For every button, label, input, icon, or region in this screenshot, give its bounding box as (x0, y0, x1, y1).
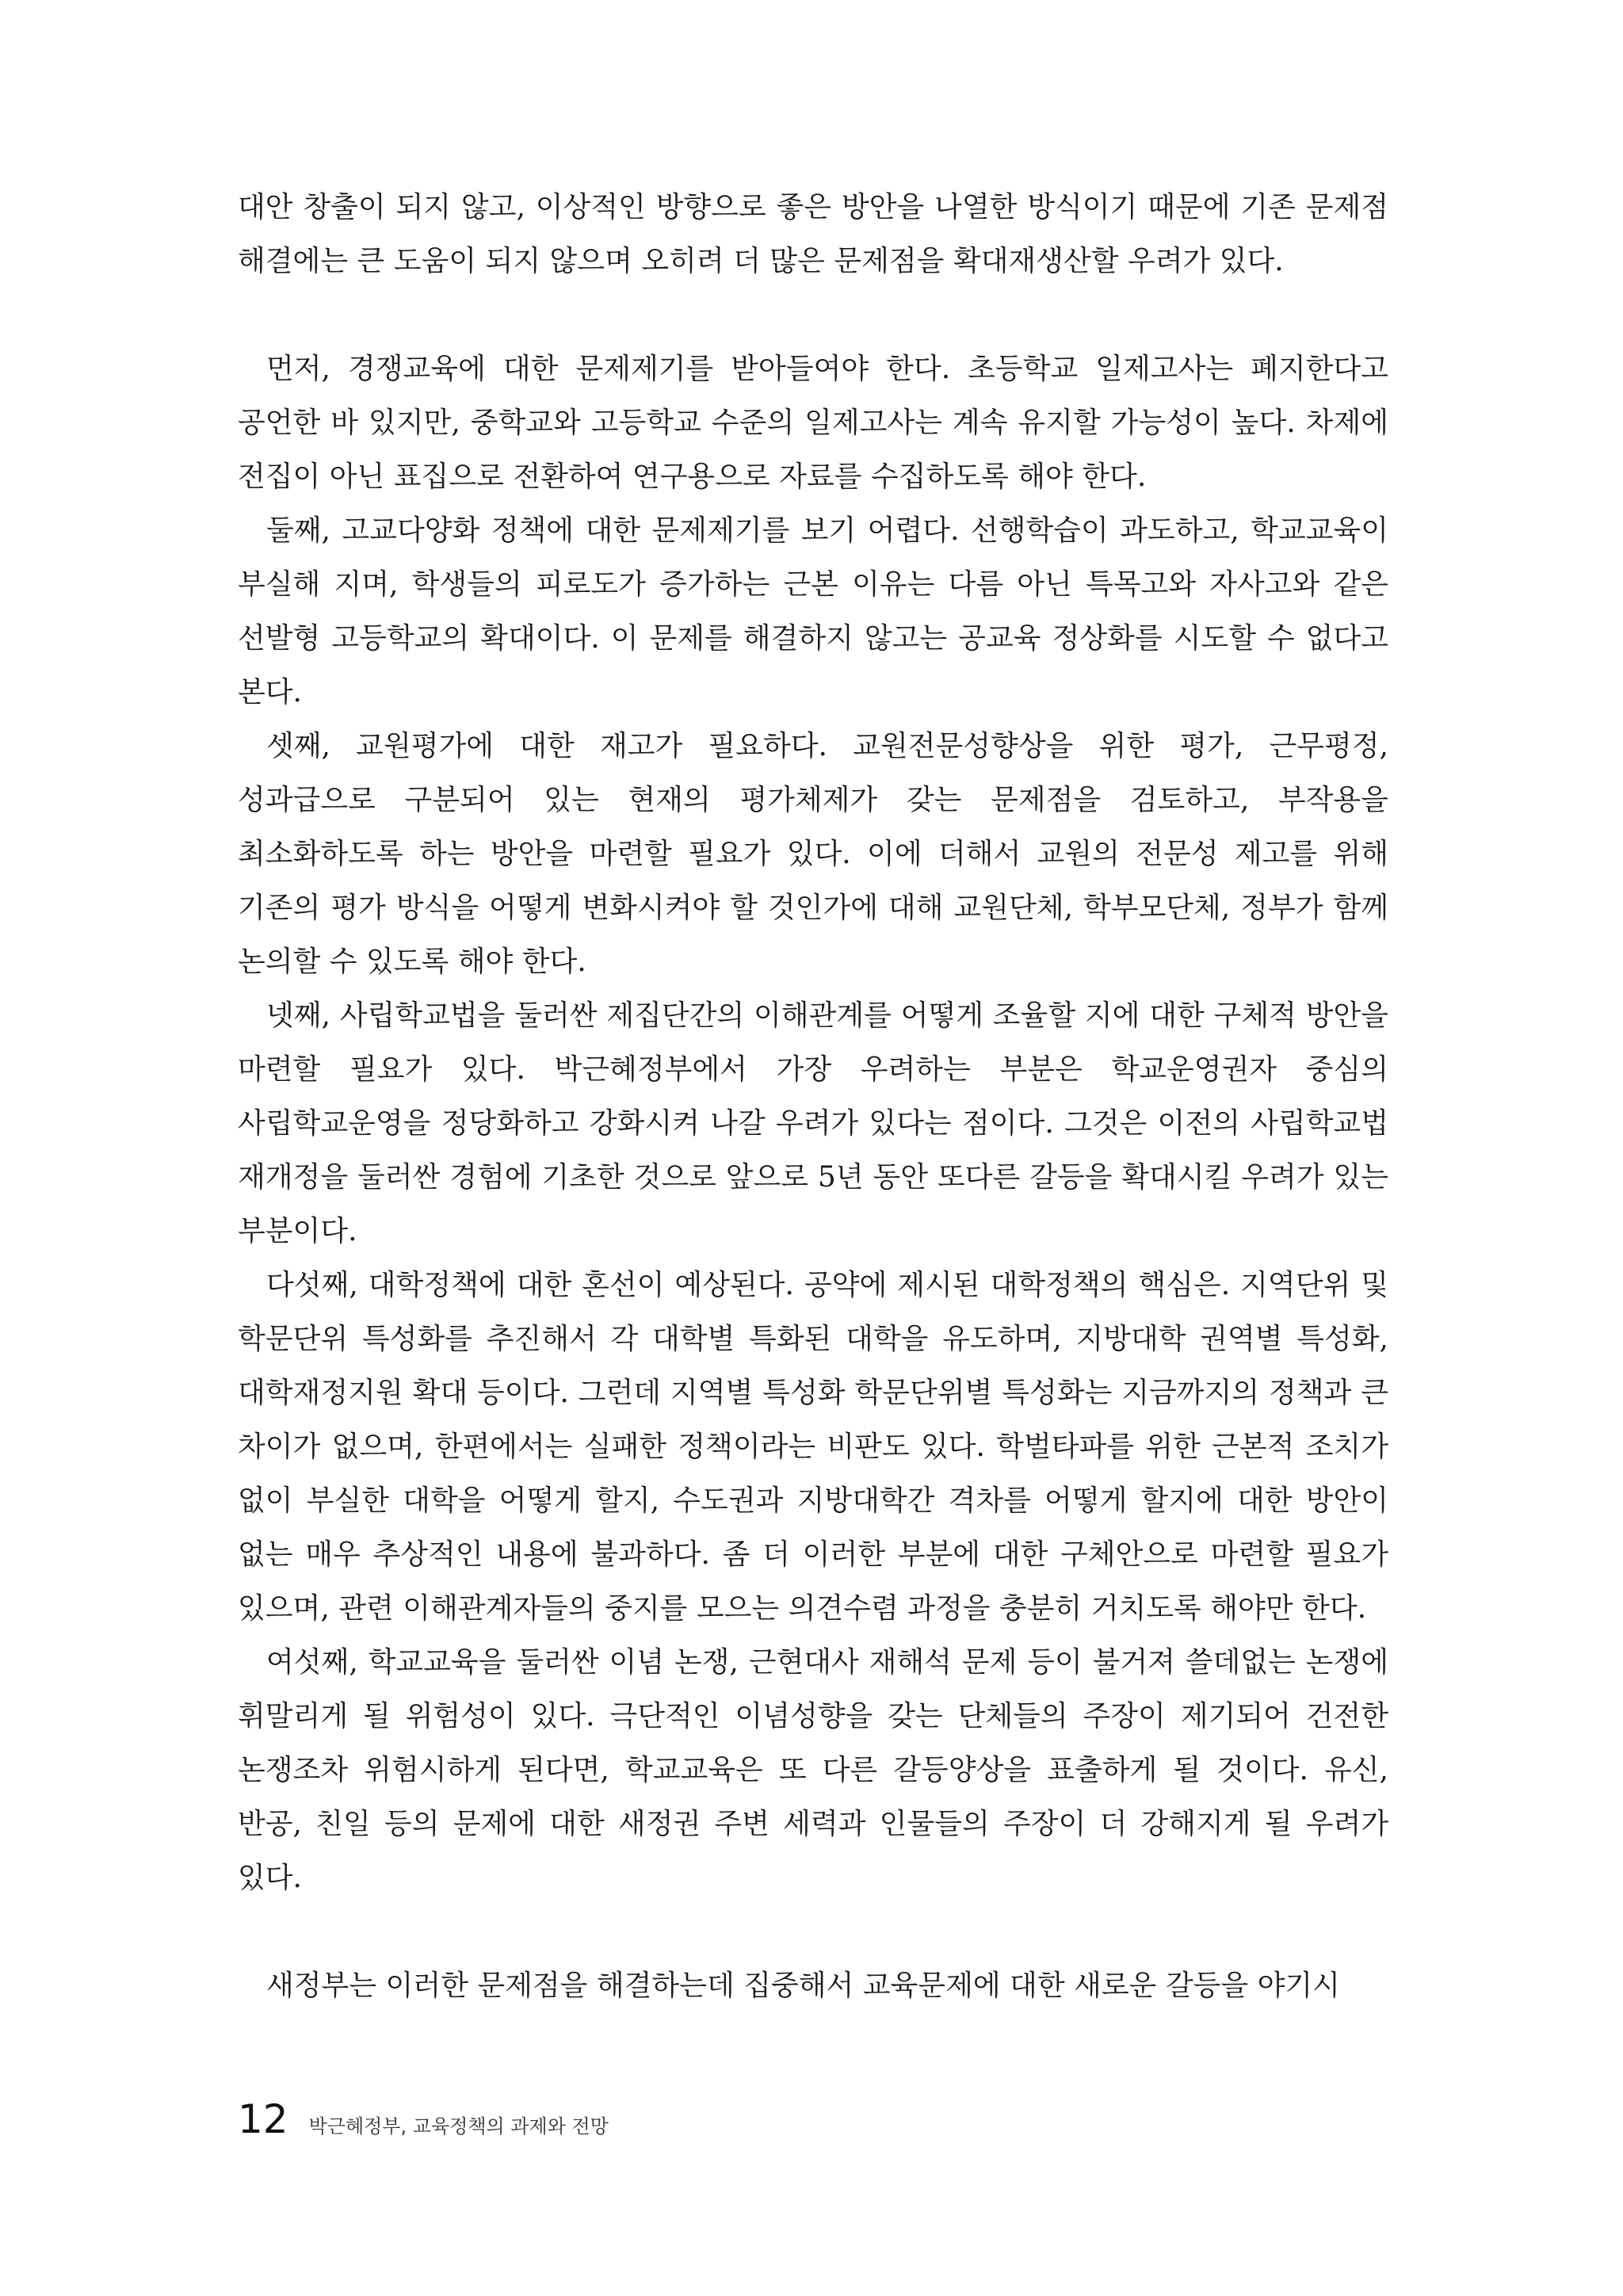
paragraph-fifth: 다섯째, 대학정책에 대한 혼선이 예상된다. 공약에 제시된 대학정책의 핵심은. 지역단위 및 학문단위 특성화를 추진해서 각 대학별 특화된 대학을 유도하며, 지방대학 권역별 특성화, 대학재정지원 확대 등이다. 그런데 지역별 특성화 학문단위별 특성화는 지금까지의 정책과 큰 차이가 없으며, 한편에서는 실패한 정책이라는 비판도 있다. 학벌타파를 위한 근본적 조치가 없이 부실한 대학을 어떻게 할지, 수도권과 지방대학간 격차를 어떻게 할지에 대한 방안이 없는 매우 추상적인 내용에 불과하다. 좀 더 이러한 부분에 대한 구체안으로 마련할 필요가 있으며, 관련 이해관계자들의 중지를 모으는 의견수렴 과정을 충분히 거치도록 해야만 한다. (238, 1269, 1388, 1625)
paragraph-sixth: 여섯째, 학교교육을 둘러싼 이념 논쟁, 근현대사 재해석 문제 등이 불거져 쓸데없는 논쟁에 휘말리게 될 위험성이 있다. 극단적인 이념성향을 갖는 단체들의 주장이 제기되어 건전한 논쟁조차 위험시하게 된다면, 학교교육은 또 다른 갈등양상을 표출하게 될 것이다. 유신, 반공, 친일 등의 문제에 대한 새정권 주변 세력과 인물들의 주장이 더 강해지게 될 우려가 있다. (238, 1646, 1388, 1894)
paragraph-gap (238, 1905, 1388, 1959)
document-body (238, 181, 1388, 2013)
paragraph-fourth: 넷째, 사립학교법을 둘러싼 제집단간의 이해관계를 어떻게 조율할 지에 대한 구체적 방안을 마련할 필요가 있다. 박근혜정부에서 가장 우려하는 부분은 학교운영권자 중심의 사립학교운영을 정당화하고 강화시켜 나갈 우려가 있다는 점이다. 그것은 이전의 사립학교법 재개정을 둘러싼 경험에 기초한 것으로 앞으로 5년 동안 또다른 갈등을 확대시킬 우려가 있는 부분이다. (238, 999, 1388, 1247)
paragraph-first: 먼저, 경쟁교육에 대한 문제제기를 받아들여야 한다. 초등학교 일제고사는 폐지한다고 공언한 바 있지만, 중학교와 고등학교 수준의 일제고사는 계속 유지할 가능성이 높다. 차제에 전집이 아닌 표집으로 전환하여 연구용으로 자료를 수집하도록 해야 한다. (238, 353, 1388, 493)
paragraph-closing: 새정부는 이러한 문제점을 해결하는데 집중해서 교육문제에 대한 새로운 갈등을 야기시 (266, 1969, 1340, 2002)
paragraph-second: 둘째, 고교다양화 정책에 대한 문제제기를 보기 어렵다. 선행학습이 과도하고, 학교교육이 부실해 지며, 학생들의 피로도가 증가하는 근본 이유는 다름 아닌 특목고와 자사고와 같은 선발형 고등학교의 확대이다. 이 문제를 해결하지 않고는 공교육 정상화를 시도할 수 없다고 본다. (238, 514, 1388, 709)
paragraph-intro: 대안 창출이 되지 않고, 이상적인 방향으로 좋은 방안을 나열한 방식이기 때문에 기존 문제점 해결에는 큰 도움이 되지 않으며 오히려 더 많은 문제점을 확대재생산할 우려가 있다. (238, 191, 1388, 277)
running-title: 박근혜정부, 교육정책의 과제와 전망 (308, 2115, 609, 2137)
page-footer (238, 2096, 609, 2142)
paragraph-gap (238, 288, 1388, 342)
paragraph-third: 셋째, 교원평가에 대한 재고가 필요하다. 교원전문성향상을 위한 평가, 근무평정, 성과급으로 구분되어 있는 현재의 평가체제가 갖는 문제점을 검토하고, 부작용을 최소화하도록 하는 방안을 마련할 필요가 있다. 이에 더해서 교원의 전문성 제고를 위해 기존의 평가 방식을 어떻게 변화시켜야 할 것인가에 대해 교원단체, 학부모단체, 정부가 함께 논의할 수 있도록 해야 한다. (238, 730, 1388, 978)
page-number: 12 (238, 2096, 288, 2142)
